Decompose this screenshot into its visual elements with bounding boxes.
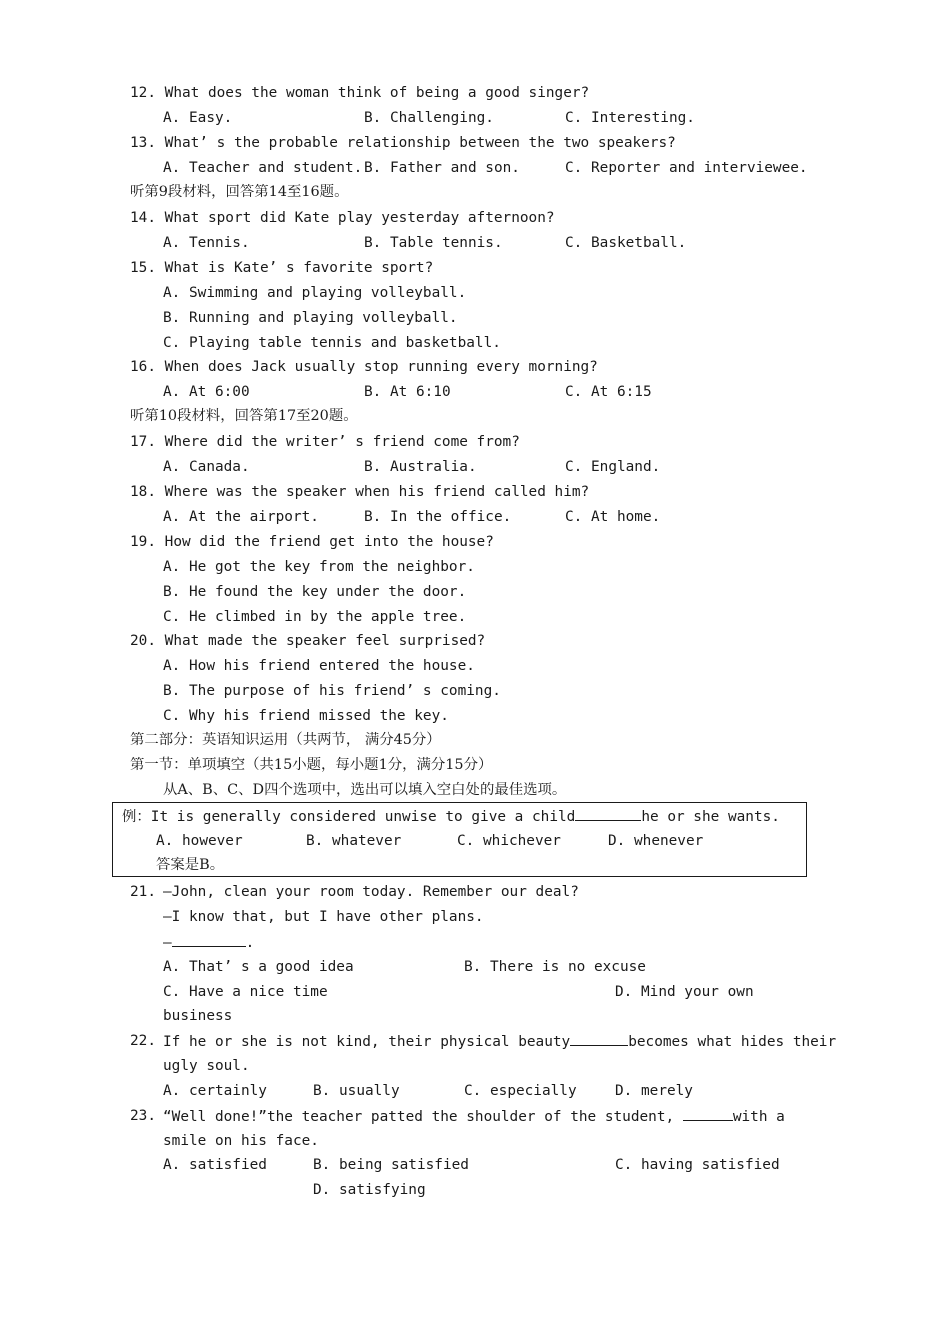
question-23-option-c: C. having satisfied (615, 1157, 780, 1173)
example-option-d: D. whenever (608, 833, 704, 849)
question-12-stem: 12. What does the woman think of being a good singer? (130, 85, 590, 101)
question-23-option-b: B. being satisfied (313, 1157, 469, 1173)
question-19-option-c: C. He climbed in by the apple tree. (163, 609, 467, 625)
question-21-blank (172, 932, 246, 947)
question-22-post: becomes what hides their (628, 1034, 837, 1050)
question-23-option-a: A. satisfied (163, 1157, 267, 1173)
question-23-pre: “Well done!”the teacher patted the shoulder of the student, (163, 1109, 683, 1125)
question-12-option-c: C. Interesting. (565, 110, 695, 126)
instruction-text: 从A、B、C、D四个选项中，选出可以填入空白处的最佳选项。 (163, 782, 567, 798)
question-15-option-c: C. Playing table tennis and basketball. (163, 335, 501, 351)
question-22-pre: If he or she is not kind, their physical beauty (163, 1034, 571, 1050)
section-one-heading: 第一节：单项填空（共15小题，每小题1分，满分15分） (130, 757, 493, 773)
question-21-number: 21. (130, 884, 156, 900)
question-23-line-1 (163, 1106, 785, 1127)
question-23-post: with a (732, 1109, 785, 1125)
question-21-option-c: C. Have a nice time (163, 984, 328, 1000)
question-22-option-d: D. merely (615, 1083, 693, 1099)
question-23-number: 23. (130, 1108, 156, 1124)
example-blank (575, 806, 641, 821)
question-15-option-a: A. Swimming and playing volleyball. (163, 285, 467, 301)
question-16-option-a: A. At 6:00 (163, 384, 250, 400)
question-22-line-1 (163, 1031, 836, 1052)
question-13-stem: 13. What’ s the probable relationship between the two speakers? (130, 135, 676, 151)
question-17-option-c: C. England. (565, 459, 661, 475)
example-option-a: A. however (156, 833, 243, 849)
question-18-stem: 18. Where was the speaker when his friend called him? (130, 484, 590, 500)
example-stem (122, 806, 780, 827)
question-23-blank (683, 1106, 733, 1121)
question-18-option-c: C. At home. (565, 509, 661, 525)
example-answer: 答案是B。 (156, 857, 225, 873)
question-15-stem: 15. What is Kate’ s favorite sport? (130, 260, 434, 276)
question-22-line-2: ugly soul. (163, 1058, 250, 1074)
question-17-option-a: A. Canada. (163, 459, 250, 475)
question-18-option-a: A. At the airport. (163, 509, 319, 525)
question-22-blank (570, 1031, 628, 1046)
question-19-option-b: B. He found the key under the door. (163, 584, 467, 600)
section-heading-10: 听第10段材料，回答第17至20题。 (130, 408, 358, 424)
question-20-option-b: B. The purpose of his friend’ s coming. (163, 683, 501, 699)
example-option-c: C. whichever (457, 833, 561, 849)
question-23-option-d: D. satisfying (313, 1182, 426, 1198)
question-14-option-b: B. Table tennis. (364, 235, 503, 251)
question-14-option-c: C. Basketball. (565, 235, 687, 251)
question-21-option-d-cont: business (163, 1008, 233, 1024)
question-22-option-c: C. especially (464, 1083, 577, 1099)
question-13-option-b: B. Father and son. (364, 160, 520, 176)
part-two-heading: 第二部分：英语知识运用（共两节， 满分45分） (130, 732, 441, 748)
question-22-option-a: A. certainly (163, 1083, 267, 1099)
question-23-line-2: smile on his face. (163, 1133, 319, 1149)
question-12-option-b: B. Challenging. (364, 110, 494, 126)
question-21-line-1: —John, clean your room today. Remember our deal? (163, 884, 579, 900)
question-22-option-b: B. usually (313, 1083, 400, 1099)
question-16-option-c: C. At 6:15 (565, 384, 652, 400)
question-14-option-a: A. Tennis. (163, 235, 250, 251)
question-21-dash: — (163, 935, 172, 951)
example-stem-post: he or she wants. (641, 809, 780, 825)
question-20-stem: 20. What made the speaker feel surprised? (130, 633, 486, 649)
question-13-option-c: C. Reporter and interviewee. (565, 160, 808, 176)
question-14-stem: 14. What sport did Kate play yesterday afternoon? (130, 210, 555, 226)
question-20-option-c: C. Why his friend missed the key. (163, 708, 449, 724)
question-16-option-b: B. At 6:10 (364, 384, 451, 400)
question-21-option-b: B. There is no excuse (464, 959, 646, 975)
question-19-stem: 19. How did the friend get into the house? (130, 534, 494, 550)
question-21-line-3 (163, 932, 254, 953)
question-21-option-a: A. That’ s a good idea (163, 959, 354, 975)
question-22-number: 22. (130, 1033, 156, 1049)
question-13-option-a: A. Teacher and student. (163, 160, 363, 176)
question-21-option-d: D. Mind your own (615, 984, 754, 1000)
question-12-option-a: A. Easy. (163, 110, 233, 126)
question-17-stem: 17. Where did the writer’ s friend come from? (130, 434, 520, 450)
example-stem-pre: It is generally considered unwise to give a child (150, 809, 576, 825)
question-15-option-b: B. Running and playing volleyball. (163, 310, 458, 326)
question-21-period: . (245, 935, 255, 951)
question-19-option-a: A. He got the key from the neighbor. (163, 559, 475, 575)
question-18-option-b: B. In the office. (364, 509, 512, 525)
question-21-line-2: —I know that, but I have other plans. (163, 909, 484, 925)
question-20-option-a: A. How his friend entered the house. (163, 658, 475, 674)
question-16-stem: 16. When does Jack usually stop running every morning? (130, 359, 598, 375)
question-17-option-b: B. Australia. (364, 459, 477, 475)
example-label: 例： (122, 809, 151, 825)
section-heading-9: 听第9段材料，回答第14至16题。 (130, 184, 349, 200)
example-option-b: B. whatever (306, 833, 402, 849)
